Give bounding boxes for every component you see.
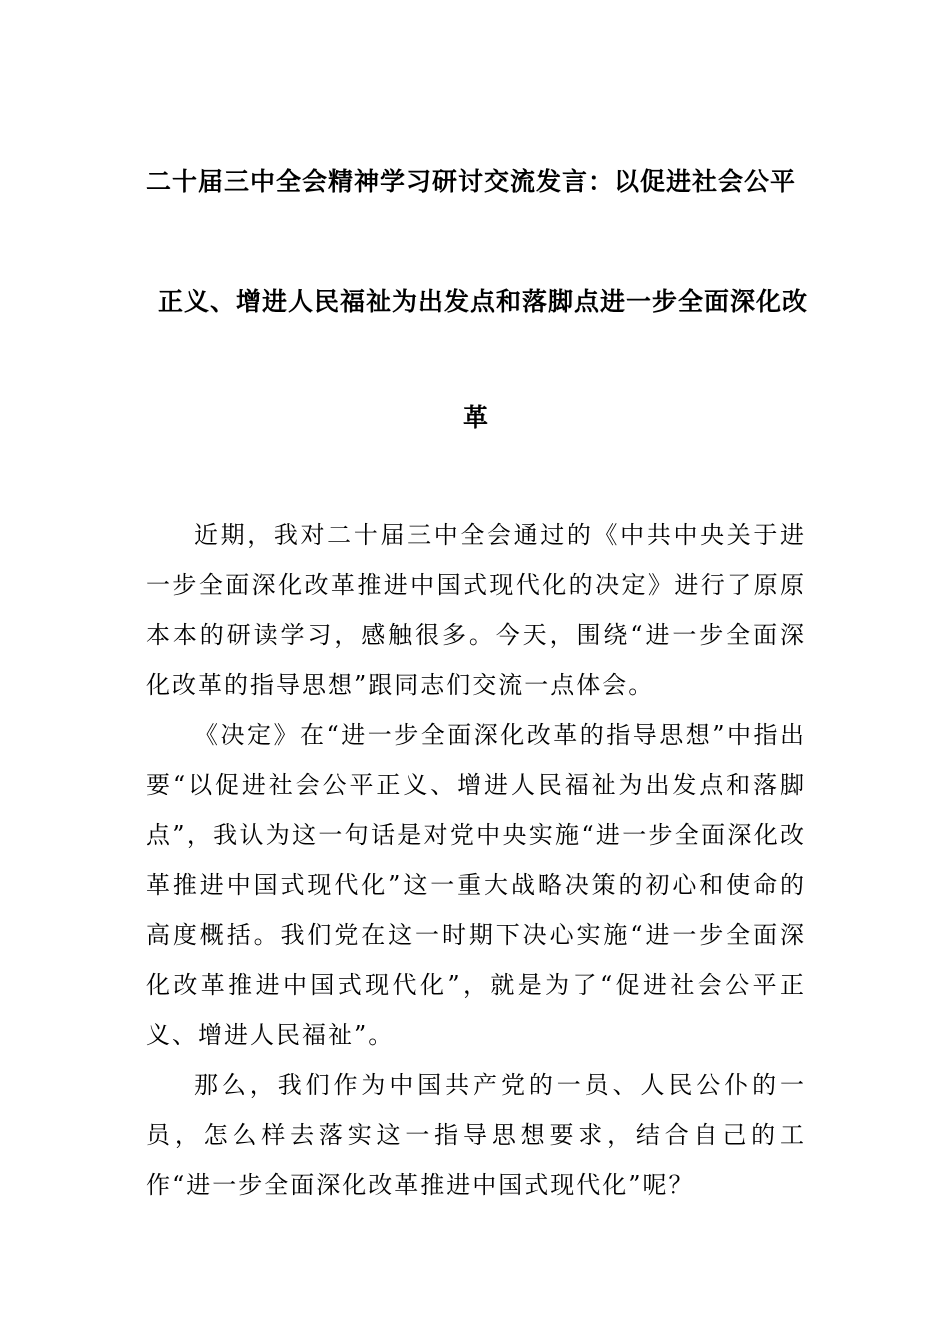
body-paragraph-1: 近期，我对二十届三中全会通过的《中共中央关于进一步全面深化改革推进中国式现代化的决定》进行了原原本本的研读学习，感触很多。今天，围绕“进一步全面深化改革的指导思想”跟同志们交流一点体会。 bbox=[146, 521, 806, 699]
document-title-line-2: 正义、增进人民福祉为出发点和落脚点进一步全面深化改 bbox=[158, 287, 809, 316]
body-paragraph-2: 《决定》在“进一步全面深化改革的指导思想”中指出要“以促进社会公平正义、增进人民福祉为出发点和落脚点”，我认为这一句话是对党中央实施“进一步全面深化改革推进中国式现代化”这一重大战略决策的初心和使命的高度概括。我们党在这一时期下决心实施“进一步全面深化改革推进中国式现代化”，就是为了“促进社会公平正义、增进人民福祉”。 bbox=[146, 721, 806, 1049]
document-body bbox=[146, 510, 806, 1210]
document-title-line-3: 革 bbox=[462, 403, 489, 432]
body-paragraph-3: 那么，我们作为中国共产党的一员、人民公仆的一员，怎么样去落实这一指导思想要求，结合自己的工作“进一步全面深化改革推进中国式现代化”呢？ bbox=[146, 1071, 806, 1199]
document-title-line-1: 二十届三中全会精神学习研讨交流发言：以促进社会公平 bbox=[146, 167, 797, 196]
